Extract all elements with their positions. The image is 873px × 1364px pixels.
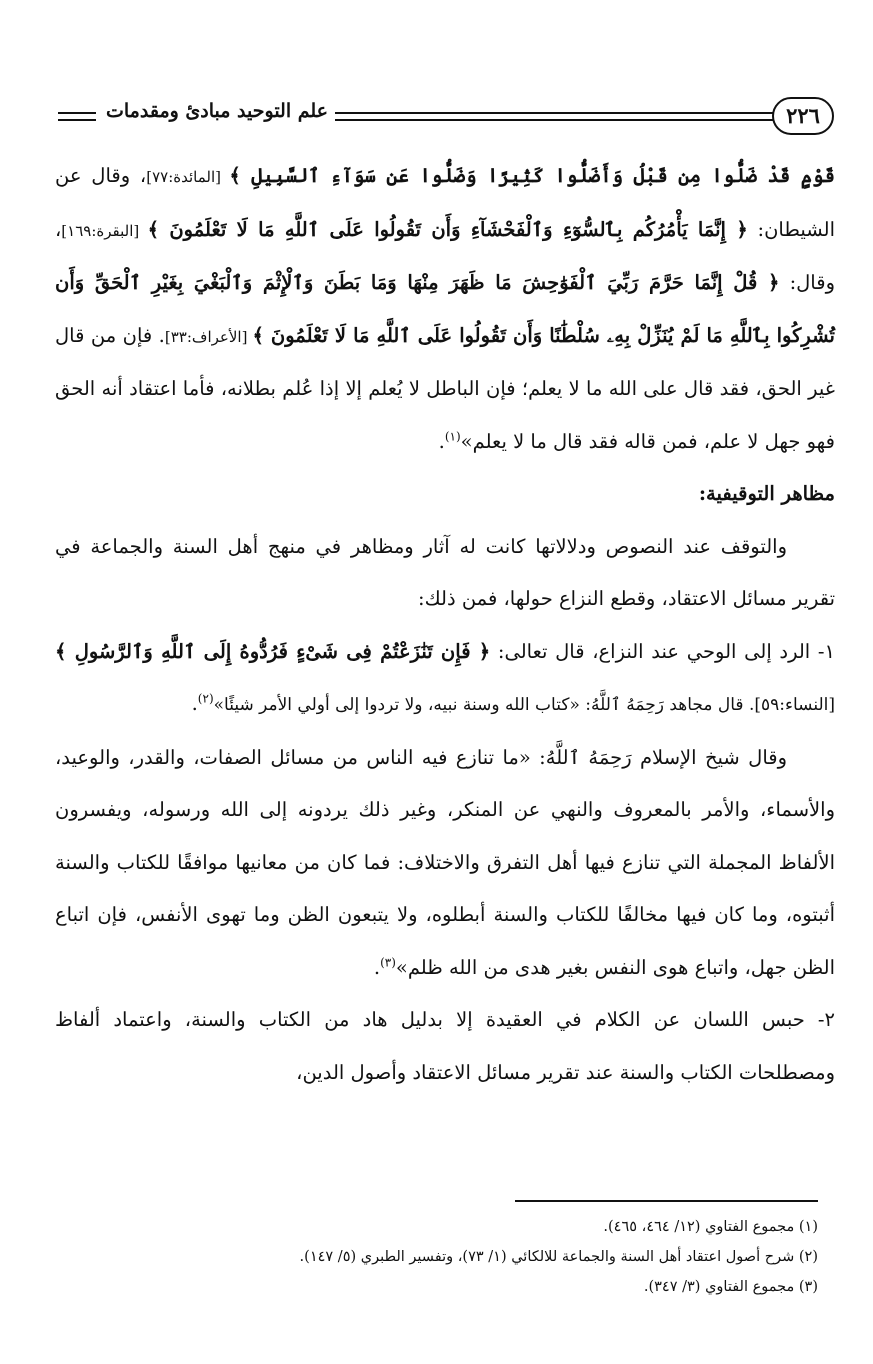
quran-verse: قَوْمٍ قَدْ ضَلُّوا مِن قَبْلُ وَأَضَلُّوا كَثِيرًا وَضَلُّوا عَن سَوَآءِ ٱلسَّبِيلِ ﴾ xyxy=(229,164,835,187)
text-span: . فإن من قال غير الحق، فقد قال على الله ما لا يعلم؛ فإن الباطل لا يُعلم إلا إذا عُلم بطلانه، فأما اعتقاد أنه الحق فهو جهل لا علم، فمن قاله فقد قال ما لا يعلم» xyxy=(55,323,835,453)
footnote-separator xyxy=(515,1200,818,1202)
text-span: . xyxy=(438,429,445,453)
text-span: . xyxy=(373,955,381,979)
running-title: علم التوحيد مبادئ ومقدمات xyxy=(106,100,329,122)
quran-verse: ﴿ إِنَّمَا يَأْمُرُكُم بِٱلسُّوٓءِ وَٱلْفَحْشَآءِ وَأَن تَقُولُوا عَلَى ٱللَّهِ مَا لَا تَعْلَمُونَ ﴾ xyxy=(147,217,748,241)
verse-reference: [البقرة:١٦٩] xyxy=(61,221,148,240)
footnote-marker: (٣) xyxy=(380,955,396,969)
verse-reference: [الأعراف:٣٣] xyxy=(164,327,253,346)
footnote-marker: (٢) xyxy=(197,691,214,706)
paragraph-intro: والتوقف عند النصوص ودلالاتها كانت له آثار ومظاهر في منهج أهل السنة والجماعة في تقرير مسائل الاعتقاد، وقطع النزاع حولها، فمن ذلك: xyxy=(55,534,835,610)
footnote-item: (١) مجموع الفتاوي (١٢/ ٤٦٤، ٤٦٥). xyxy=(603,1219,818,1235)
paragraph-point-2: ٢- حبس اللسان عن الكلام في العقيدة إلا بدليل هاد من الكتاب والسنة، واعتماد ألفاظ ومصطلحات الكتاب والسنة عند تقرير مسائل الاعتقاد وأصول الدين، xyxy=(55,1008,835,1084)
main-text xyxy=(55,150,835,1099)
footnote-item: (٣) مجموع الفتاوي (٣/ ٣٤٧). xyxy=(643,1279,818,1295)
footnote-item: (٢) شرح أصول اعتقاد أهل السنة والجماعة للالكائي (١/ ٧٣)، وتفسير الطبري (٥/ ١٤٧). xyxy=(299,1249,818,1265)
paragraph-quran-citations xyxy=(55,150,835,468)
page-number: ٢٢٦ xyxy=(772,97,834,135)
verse-reference: [المائدة:٧٧] xyxy=(146,168,230,186)
paragraph-point-1 xyxy=(55,626,835,732)
footnotes xyxy=(55,1212,818,1302)
quran-verse: ﴿ فَإِن تَنَٰزَعْتُمْ فِى شَىْءٍ فَرُدُّوهُ إِلَى ٱللَّهِ وَٱلرَّسُولِ ﴾ xyxy=(55,639,491,663)
text-span: . xyxy=(191,692,198,715)
text-span: وقال شيخ الإسلام رَحِمَهُ ٱللَّهُ: «ما تنازع فيه الناس من مسائل الصفات، والقدر، والوعيد، والأسماء، والأمر بالمعروف والنهي عن المنكر، وغير ذلك يردونه إلى الله ورسوله، ويفسرون الألفاظ المجملة التي تنازع فيها أهل التفرق والاختلاف: فما كان من معانيها موافقًا للكتاب والسنة أثبتوه، وما كان فيها مخالفًا للكتاب والسنة أبطلوه، ولا يتبعون الظن وما تهوى الأنفس، فإن اتباع الظن جهل، واتباع هوى النفس بغير هدى من الله ظلم» xyxy=(55,745,835,979)
quran-verse: ﴿ قُلْ إِنَّمَا حَرَّمَ رَبِّيَ ٱلْفَوَٰحِشَ مَا ظَهَرَ مِنْهَا وَمَا بَطَنَ وَٱلْإِثْمَ وَٱلْبَغْيَ بِغَيْرِ ٱلْحَقِّ وَأَن تُشْرِكُوا بِٱللَّهِ مَا لَمْ يُنَزِّلْ بِهِۦ سُلْطَٰنًا وَأَن تَقُولُوا عَلَى ٱللَّهِ مَا لَا تَعْلَمُونَ ﴾ xyxy=(55,271,835,347)
text-span: ، وقال: xyxy=(55,217,835,294)
text-span: [النساء:٥٩]. قال مجاهد رَحِمَهُ ٱللَّهُ: «كتاب الله وسنة نبيه، ولا تردوا إلى أولي الأمر شيئًا» xyxy=(213,695,835,715)
paragraph-quote-ibn-taymiyyah xyxy=(55,732,835,995)
header-double-rule xyxy=(335,112,775,121)
text-span: ، وقال عن الشيطان: xyxy=(55,164,835,241)
section-heading: مظاهر التوقيفية: xyxy=(698,482,835,505)
header-double-rule-left xyxy=(58,112,96,121)
footnote-marker: (١) xyxy=(444,429,461,443)
text-span: ١- الرد إلى الوحي عند النزاع، قال تعالى: xyxy=(490,639,835,663)
page-header xyxy=(58,92,836,142)
